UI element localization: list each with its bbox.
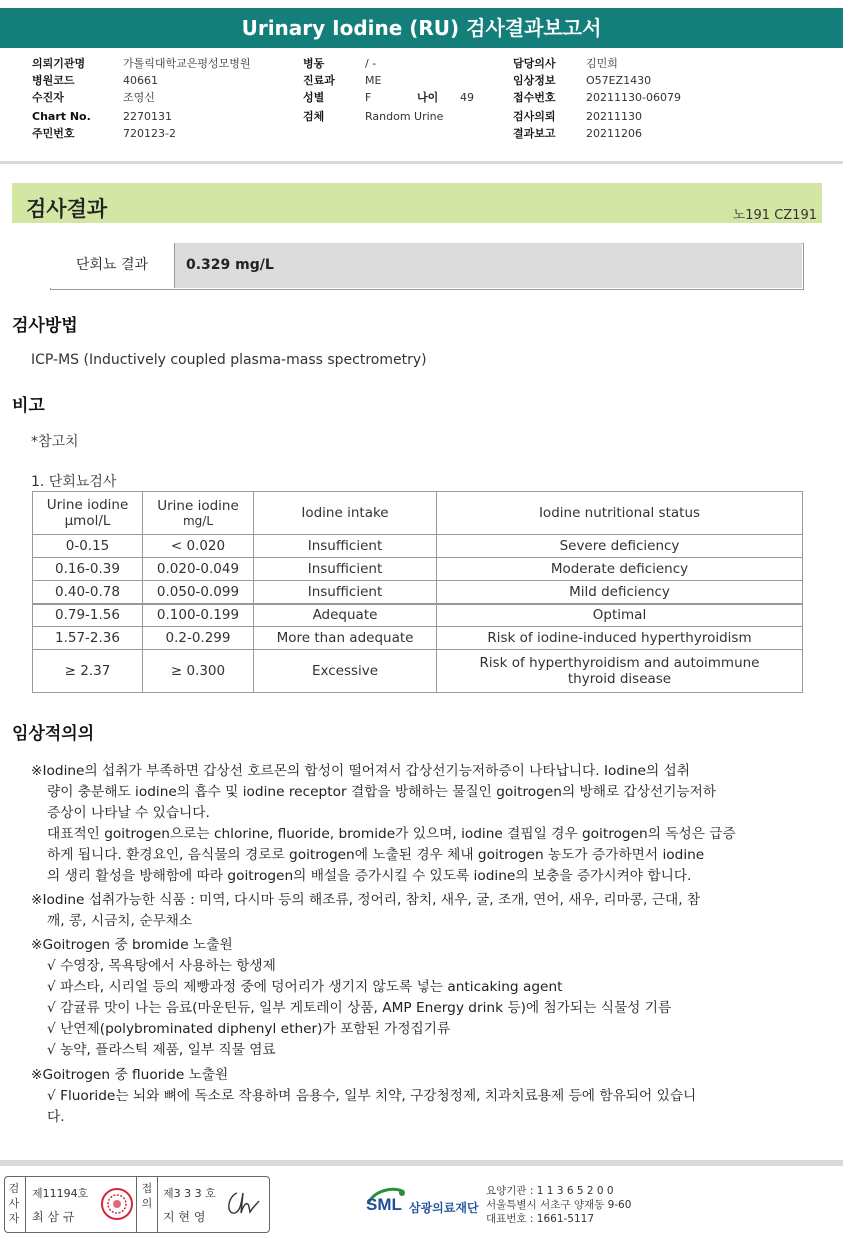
info-label: 검체	[303, 110, 325, 123]
org-info-line: 서울특별시 서초구 양재동 9-60	[486, 1199, 632, 1211]
table-cell: Severe deficiency	[437, 535, 803, 558]
info-value: Random Urine	[365, 110, 444, 123]
info-value: 20211130	[586, 110, 642, 123]
table-cell: Adequate	[254, 604, 437, 627]
bullet-item: √ 파스타, 시리얼 등의 제빵과정 중에 덩어리가 생기지 않도록 넣는 anticaking agent	[47, 979, 563, 995]
info-label: 병동	[303, 57, 325, 70]
table-cell: 0.2-0.299	[143, 627, 254, 650]
signature-box	[4, 1176, 270, 1233]
info-value: / -	[365, 57, 377, 70]
info-row	[513, 55, 813, 72]
bullet-item: √ 감귤류 맛이 나는 음료(마운틴듀, 일부 게토레이 상품, AMP Energy drink 등)에 첨가되는 식물성 기름	[47, 1000, 672, 1016]
table-cell: More than adequate	[254, 627, 437, 650]
signature-icon	[223, 1187, 263, 1221]
table-cell: Optimal	[437, 604, 803, 627]
table-cell: Risk of iodine-induced hyperthyroidism	[437, 627, 803, 650]
org-info	[486, 1184, 631, 1226]
clinical-paragraph-3	[31, 935, 801, 1061]
info-label: 주민번호	[32, 127, 75, 140]
table-cell: Excessive	[254, 650, 437, 693]
reference-table	[32, 491, 803, 693]
text-line: 깨, 콩, 시금치, 순무채소	[47, 913, 193, 929]
result-value: 0.329 mg/L	[175, 243, 802, 288]
table-cell: Insufficient	[254, 558, 437, 581]
result-section-title: 검사결과	[26, 197, 108, 221]
table-header-cell: Urine iodine mg/L	[143, 492, 254, 535]
reviewer-label: 접의	[141, 1182, 153, 1210]
remarks-title: 비고	[12, 396, 45, 416]
divider	[136, 1177, 137, 1232]
info-label: 의뢰기관명	[32, 57, 86, 70]
text-line: ※Iodine의 섭취가 부족하면 갑상선 호르몬의 합성이 떨어져서 갑상선기능저하증이 나타납니다. Iodine의 섭취	[31, 763, 690, 779]
table-cell: Insufficient	[254, 581, 437, 604]
clinical-title: 임상적의의	[12, 724, 95, 744]
info-value: 40661	[123, 74, 158, 87]
org-info-line: 대표번호 : 1661-5117	[486, 1213, 595, 1225]
info-label: 임상정보	[513, 74, 556, 87]
table-header-cell: Iodine nutritional status	[437, 492, 803, 535]
info-row	[32, 125, 282, 142]
text-line: 의 생리 활성을 방해함에 따라 goitrogen의 배설을 증가시킬 수 있도록 iodine의 보충을 증가시켜야 합니다.	[47, 868, 692, 884]
info-row	[303, 89, 503, 106]
table-header-cell: Urine iodine µmol/L	[33, 492, 143, 535]
table-cell: ≥ 0.300	[143, 650, 254, 693]
table-cell: Insufficient	[254, 535, 437, 558]
method-title: 검사방법	[12, 316, 78, 336]
info-value: 20211130-06079	[586, 91, 681, 104]
table-cell: < 0.020	[143, 535, 254, 558]
result-code: 노191 CZ191	[732, 208, 817, 223]
info-label: 수진자	[32, 91, 64, 104]
info-row	[303, 72, 503, 89]
bullet-item: 다.	[47, 1109, 65, 1125]
info-row	[303, 55, 503, 72]
info-label: 접수번호	[513, 91, 556, 104]
age-label: 나이	[417, 91, 439, 104]
info-value: 720123-2	[123, 127, 176, 140]
reviewer-name: 지 현 영	[163, 1210, 206, 1224]
info-label: 검사의뢰	[513, 110, 556, 123]
text-line: 하게 됩니다. 환경요인, 음식물의 경로로 goitrogen에 노출된 경우 체내 goitrogen 농도가 증가하면서 iodine	[47, 847, 705, 863]
info-row	[32, 72, 282, 89]
clinical-paragraph-4	[31, 1065, 801, 1128]
info-row	[32, 55, 282, 72]
org-info-line: 요양기관 : 1 1 3 6 5 2 0 0	[486, 1185, 614, 1197]
info-value: O57EZ1430	[586, 74, 652, 87]
table-cell: Mild deficiency	[437, 581, 803, 604]
table-cell: 0.16-0.39	[33, 558, 143, 581]
divider	[0, 161, 843, 164]
info-row	[303, 108, 503, 125]
info-column-3	[513, 55, 813, 142]
age-value: 49	[460, 91, 474, 104]
table-header-row	[33, 492, 803, 535]
table-cell: Risk of hyperthyroidism and autoimmune thyroid disease	[437, 650, 803, 693]
table-cell: ≥ 2.37	[33, 650, 143, 693]
text-line: ※Goitrogen 중 bromide 노출원	[31, 937, 233, 953]
info-label: 진료과	[303, 74, 335, 87]
info-value: 김민희	[586, 57, 618, 70]
text-line: 량이 충분해도 iodine의 흡수 및 iodine receptor 결합을 방해하는 물질인 goitrogen의 방해로 갑상선기능저하	[47, 784, 717, 800]
inspector-label: 검사자	[8, 1182, 20, 1225]
method-text: ICP-MS (Inductively coupled plasma-mass spectrometry)	[31, 352, 427, 368]
info-row	[513, 89, 813, 106]
text-line: ※Iodine 섭취가능한 식품 : 미역, 다시마 등의 해조류, 정어리, 참치, 새우, 굴, 조개, 연어, 새우, 리마콩, 근대, 참	[31, 892, 701, 908]
table-cell: 0.100-0.199	[143, 604, 254, 627]
info-row	[32, 89, 282, 106]
info-row	[513, 125, 813, 142]
info-value: 가톨릭대학교은평성모병원	[123, 57, 251, 70]
divider	[157, 1177, 158, 1232]
info-value: F	[365, 91, 372, 104]
divider	[25, 1177, 26, 1232]
table-row	[33, 627, 803, 650]
info-label: 성별	[303, 91, 325, 104]
table-cell: 0.020-0.049	[143, 558, 254, 581]
table-cell: Moderate deficiency	[437, 558, 803, 581]
bullet-item: √ 수영장, 목욕탕에서 사용하는 항생제	[47, 958, 276, 974]
result-label: 단회뇨 결과	[50, 243, 175, 288]
info-value: 조영신	[123, 91, 155, 104]
org-name: 삼광의료재단	[409, 1201, 479, 1215]
result-band	[12, 183, 822, 223]
table-cell: 0.050-0.099	[143, 581, 254, 604]
inspector-name: 최 삼 규	[32, 1210, 75, 1224]
info-row	[513, 72, 813, 89]
table-cell: 0-0.15	[33, 535, 143, 558]
info-label: 담당의사	[513, 57, 556, 70]
table-title: 1. 단회뇨검사	[31, 474, 117, 490]
clinical-paragraph-2	[31, 890, 801, 932]
reviewer-number: 제3 3 3 호	[163, 1187, 216, 1200]
info-row	[32, 108, 282, 125]
logo-text: SML	[366, 1195, 402, 1214]
inspector-number: 제11194호	[32, 1187, 89, 1200]
bullet-item: √ 농약, 플라스틱 제품, 일부 직물 염료	[47, 1042, 276, 1058]
info-label: 결과보고	[513, 127, 556, 140]
table-header-cell: Iodine intake	[254, 492, 437, 535]
table-row	[33, 650, 803, 693]
table-cell: 0.79-1.56	[33, 604, 143, 627]
text-line: 증상이 나타날 수 있습니다.	[47, 805, 210, 821]
footer-divider	[0, 1160, 843, 1166]
info-value: 2270131	[123, 110, 172, 123]
text-line: ※Goitrogen 중 fluoride 노출원	[31, 1067, 229, 1083]
bullet-item: √ 난연제(polybrominated diphenyl ether)가 포함된 가정집기류	[47, 1021, 451, 1037]
info-value: ME	[365, 74, 382, 87]
bullet-item: √ Fluoride는 뇌와 뼈에 독소로 작용하며 음용수, 일부 치약, 구강청정제, 치과치료용제 등에 함유되어 있습니	[47, 1088, 697, 1104]
text-line: 대표적인 goitrogen으로는 chlorine, fluoride, bromide가 있으며, iodine 결핍일 경우 goitrogen의 독성은 급증	[47, 826, 736, 842]
table-cell: 1.57-2.36	[33, 627, 143, 650]
info-row	[513, 108, 813, 125]
reference-label: *참고치	[31, 434, 79, 450]
table-row	[33, 558, 803, 581]
info-column-1	[32, 55, 282, 142]
table-cell: 0.40-0.78	[33, 581, 143, 604]
info-column-2	[303, 55, 503, 125]
info-label: 병원코드	[32, 74, 75, 87]
info-label: Chart No.	[32, 110, 91, 123]
seal-stamp-icon	[99, 1186, 135, 1222]
table-row	[33, 581, 803, 604]
info-value: 20211206	[586, 127, 642, 140]
table-row	[33, 604, 803, 627]
clinical-paragraph-1	[31, 761, 801, 887]
table-row	[33, 535, 803, 558]
report-title: Urinary Iodine (RU) 검사결과보고서	[0, 8, 843, 48]
